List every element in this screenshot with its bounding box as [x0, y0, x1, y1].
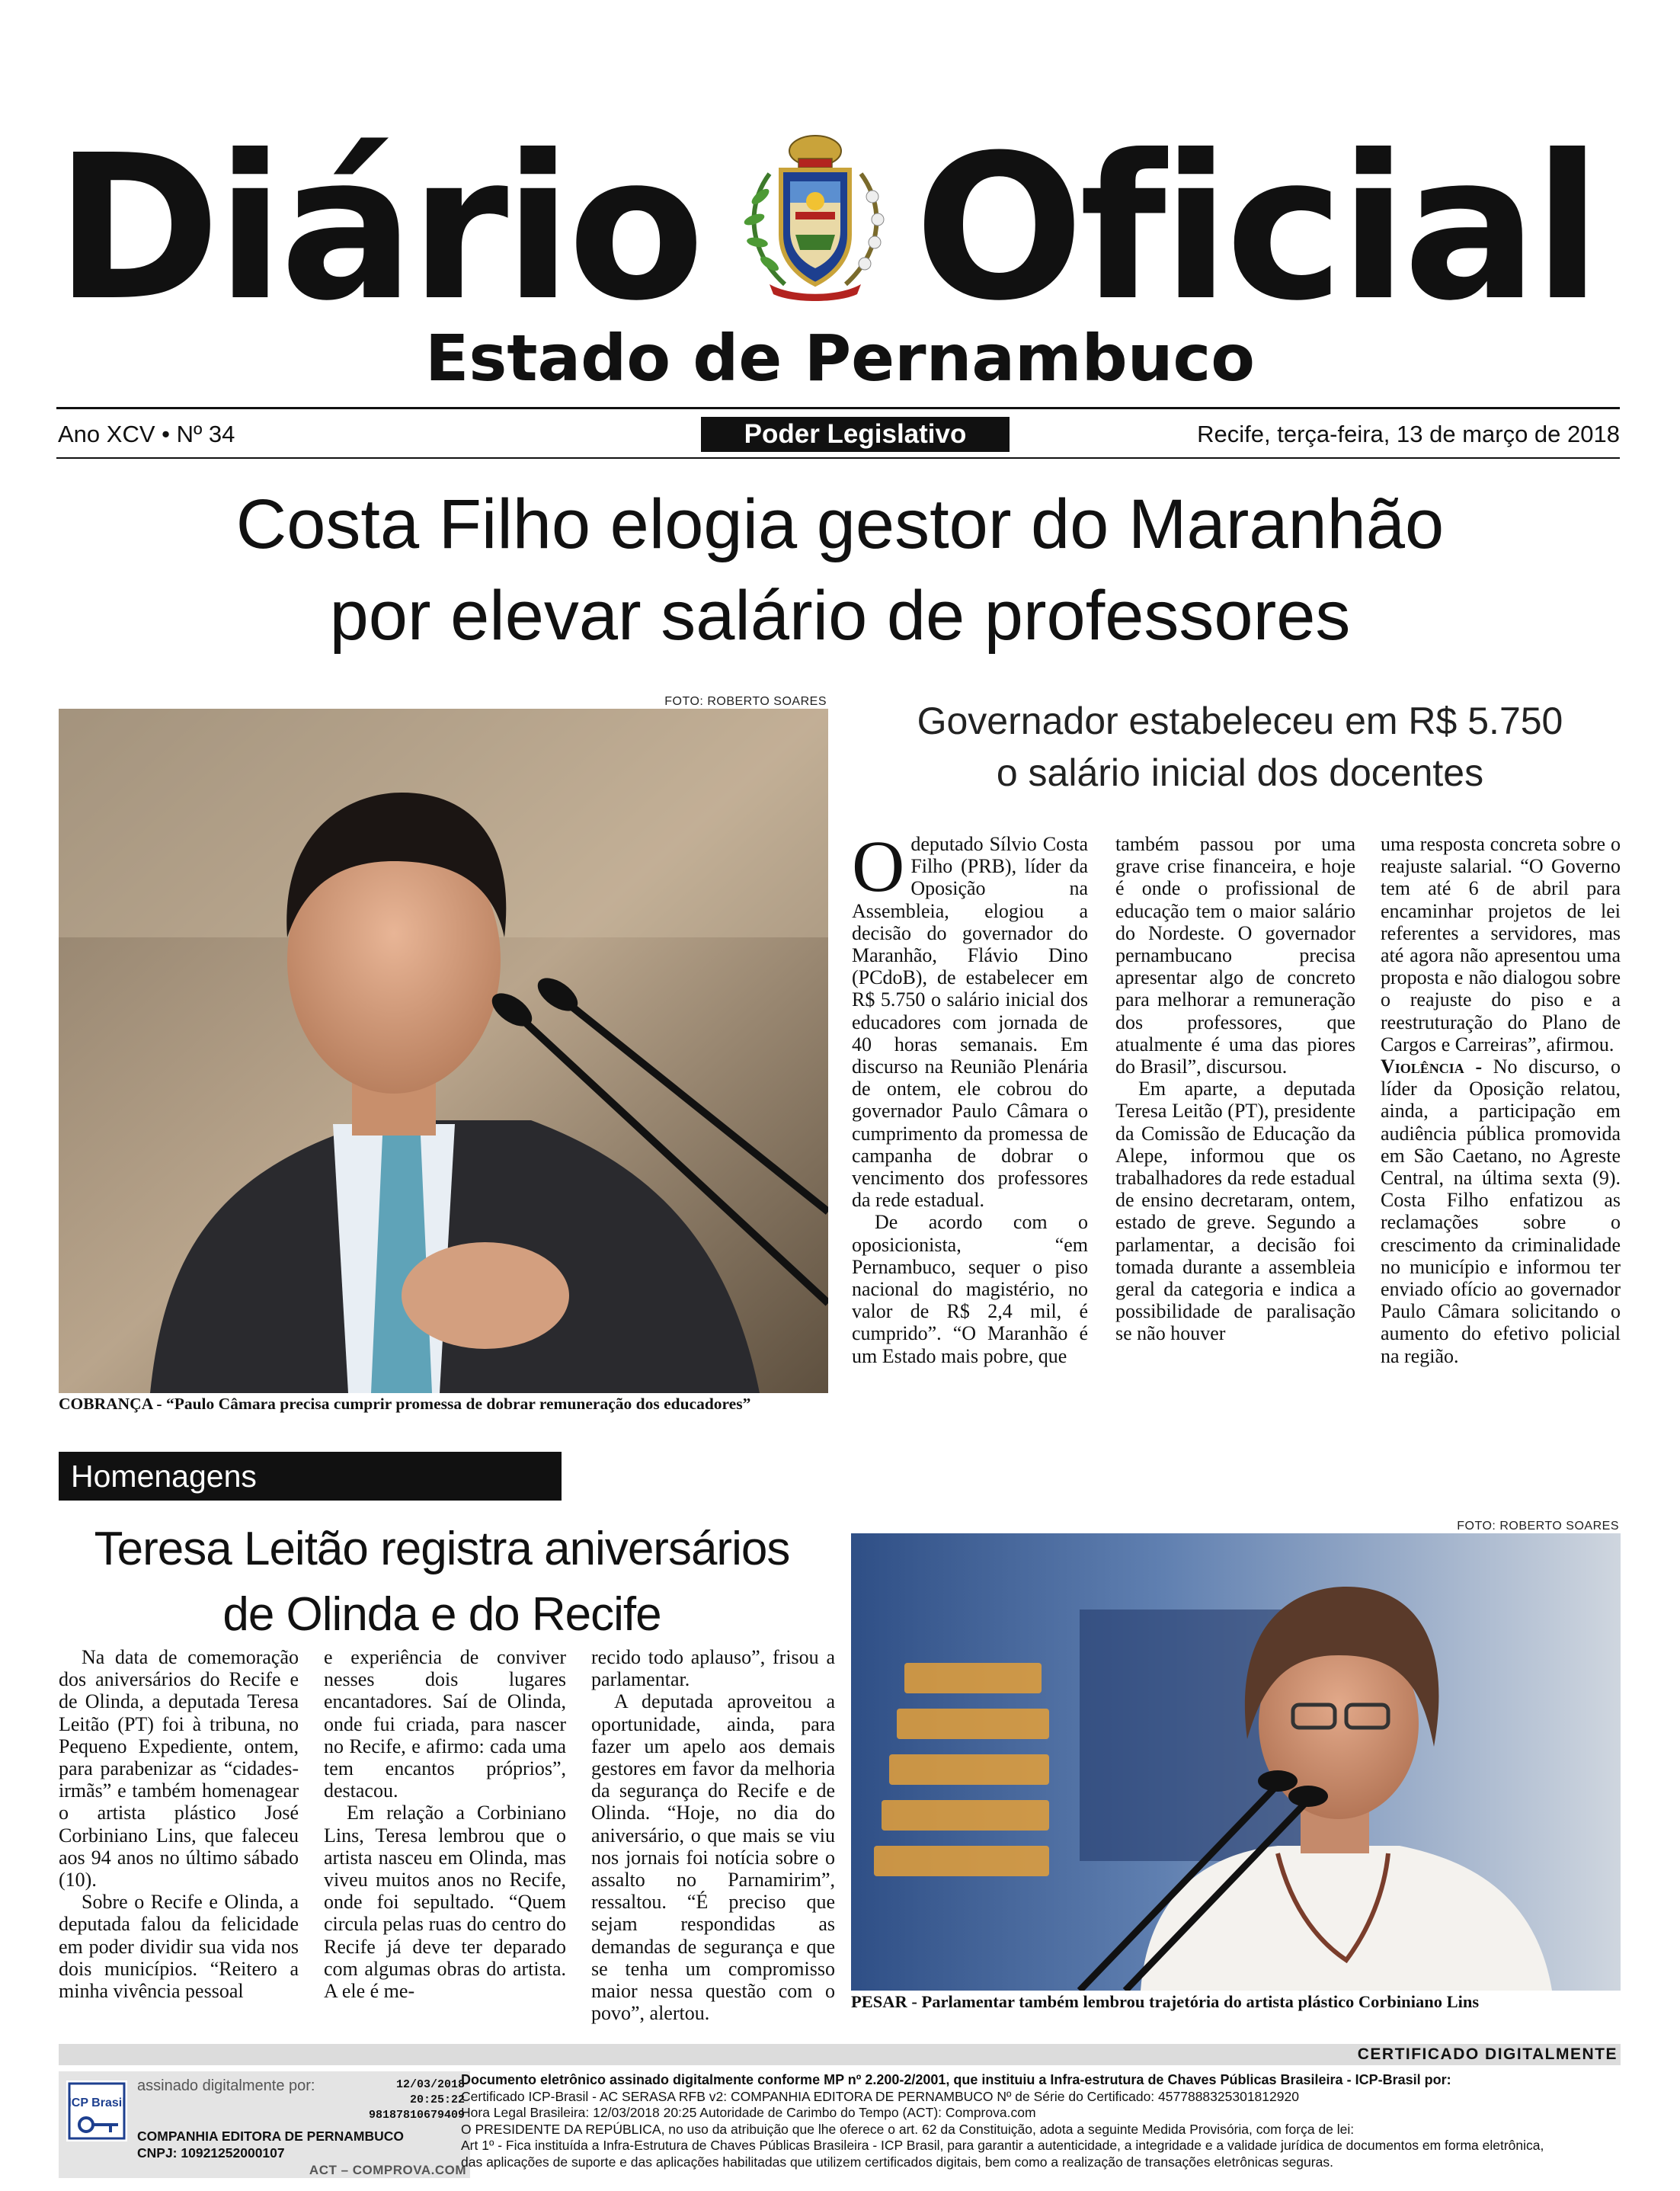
second-story-paragraph: A deputada aproveitou a oportunidade, ainda, para fazer um apelo aos demais gestores em favor da melhoria da segurança do Recife e de Olinda. “Hoje, no dia do aniversário, o que mais se viu nos jornais foi notícia sobre o assalto no Parnamirim”, ressaltou. “É preciso que sejam respondidas as demandas de segurança e que se tenha um compromisso maior nessa questão com o povo”, alertou. [591, 1690, 835, 2025]
certificate-label: CERTIFICADO DIGITALMENTE [1357, 2045, 1618, 2063]
masthead-title-right: Oficial [914, 112, 1598, 344]
second-story-column-1 [59, 1646, 299, 2002]
main-story-paragraph: também passou por uma grave crise financeira, e hoje é onde o profissional de educação tem o maior salário do Nordeste. O governador pernambucano precisa apresentar algo de concreto para melhorar a remuneração dos professores, que atualmente é uma das piores do Brasil”, discursou. [1115, 833, 1355, 1078]
masthead-title-left: Diário [55, 112, 701, 344]
photo-caption-second: PESAR - Parlamentar também lembrou trajetória do artista plástico Corbiniano Lins [851, 1992, 1480, 2011]
second-story-paragraph: Na data de comemoração dos aniversários do Recife e de Olinda, a deputada Teresa Leitão (PT) foi à tribuna, no Pequeno Expediente, ontem, para parabenizar as “cidades-irmãs” e também homenagear o artista plástico José Corbiniano Lins, que faleceu aos 94 anos no último sábado (10). [59, 1646, 299, 1891]
main-story-paragraph: uma resposta concreta sobre o reajuste salarial. “O Governo tem até 6 de abril para encaminhar projetos de lei referentes a servidores, mas até agora não apresentou uma proposta e não dialogou sobre o reajuste do piso e a reestruturação do Plano de Cargos e Carreiras”, afirmou. [1381, 833, 1621, 1055]
main-deck-line-2: o salário inicial dos docentes [996, 751, 1484, 794]
main-story-paragraph [1381, 1055, 1621, 1367]
certificate-line: Hora Legal Brasileira: 12/03/2018 20:25 Autoridade de Carimbo do Tempo (ACT): Comprova.com [461, 2105, 1036, 2120]
second-story-paragraph: Em relação a Corbiniano Lins, Teresa lembrou que o artista nasceu em Olinda, mas viveu muitos anos no Recife, onde foi sepultado. “Quem circula pelas ruas do centro do Recife já deve ter deparado com algumas obras do artista. A ele é me- [324, 1802, 566, 2003]
second-story-paragraph: e experiência de conviver nesses dois lugares encantadores. Saí de Olinda, onde fui criada, para nascer no Recife, e afirmo: cada uma tem encantos próprios”, destacou. [324, 1646, 566, 1802]
second-story-column-2 [324, 1646, 566, 2002]
masthead-subtitle: Estado de Pernambuco [424, 321, 1256, 396]
icp-brasil-logo-icon [66, 2080, 127, 2141]
coat-of-arms-icon [716, 128, 914, 303]
certificate-text [461, 2072, 1623, 2170]
stamp-act: ACT – COMPROVA.COM [309, 2163, 466, 2177]
main-story-paragraph: Em aparte, a deputada Teresa Leitão (PT), presidente da Comissão de Educação da Alepe, informou que os trabalhadores da rede estadual de ensino decretaram, ontem, estado de greve. Segundo a parlamentar, a decisão foi tomada durante a assembleia geral da categoria e indica a possibilidade de paralisação se não houver [1115, 1078, 1355, 1345]
paragraph-text: deputado Sílvio Costa Filho (PRB), líder da Oposição na Assembleia, elogiou a decisão do governador do Maranhão, Flávio Dino (PCdoB), de estabelecer em R$ 5.750 o salário inicial dos educadores com jornada de 40 horas semanais. Em discurso na Reunião Plenária de ontem, ele cobrou do governador Paulo Câmara o cumprimento da promessa de campanha de dobrar o vencimento dos professores da rede estadual. [852, 833, 1088, 1212]
stamp-date: 12/03/2018 [395, 2078, 465, 2091]
second-story-paragraph: Sobre o Recife e Olinda, a deputada falou da felicidade em poder dividir sua vida nos dois municípios. “Reitero a minha vivência pessoal [59, 1891, 299, 2003]
masthead-rule-bottom [56, 457, 1620, 459]
second-headline [46, 1517, 838, 1648]
subhead-lead: Violência - [1381, 1055, 1483, 1078]
stamp-serial: 98187810679409 [368, 2109, 465, 2122]
photo-credit: FOTO: ROBERTO SOARES [1457, 1520, 1619, 1533]
stamp-company: COMPANHIA EDITORA DE PERNAMBUCO [137, 2129, 405, 2144]
second-story-column-3 [591, 1646, 835, 2024]
photo-credit: FOTO: ROBERTO SOARES [664, 695, 827, 708]
main-story-column-3 [1381, 833, 1621, 1367]
photo-speaker-teresa-leitao [851, 1533, 1621, 1991]
main-story-paragraph [852, 825, 1088, 1212]
paragraph-text: No discurso, o líder da Oposição relatou, ainda, a participação em audiência pública promovida em São Caetano, no Agreste Central, na última sexta (9). Costa Filho enfatizou as reclamações sobre o crescimento da criminalidade no município e informou ter enviado ofício ao governador Paulo Câmara solicitando o aumento do efetivo policial na região. [1381, 1055, 1621, 1367]
stamp-label: assinado digitalmente por: [137, 2077, 315, 2094]
section-header-homenagens: Homenagens [59, 1452, 562, 1501]
stamp-company-block [137, 2128, 404, 2161]
main-story-column-2 [1115, 833, 1355, 1345]
edition-number: Ano XCV • Nº 34 [58, 421, 235, 447]
photo-speaker-costa-filho [59, 709, 828, 1393]
masthead-rule-top [56, 407, 1620, 409]
drop-cap: O [852, 825, 905, 907]
stamp-cnpj: CNPJ: 10921252000107 [137, 2145, 285, 2161]
issue-date: Recife, terça-feira, 13 de março de 2018 [1197, 421, 1620, 447]
main-deck [846, 695, 1634, 799]
second-headline-line-1: Teresa Leitão registra aniversários [94, 1523, 790, 1575]
certificate-line: Documento eletrônico assinado digitalmente conforme MP nº 2.200-2/2001, que instituiu a Infra-estrutura de Chaves Públicas Brasileira - ICP-Brasil por: [461, 2072, 1451, 2087]
photo-caption-main: COBRANÇA - “Paulo Câmara precisa cumprir promessa de dobrar remuneração dos educadores” [59, 1395, 751, 1413]
main-story-column-1 [852, 825, 1088, 1367]
main-deck-line-1: Governador estabeleceu em R$ 5.750 [917, 700, 1563, 742]
second-headline-line-2: de Olinda e do Recife [222, 1588, 661, 1641]
second-story-paragraph: recido todo aplauso”, frisou a parlamentar. [591, 1646, 835, 1691]
icp-brasil-text: ICP Brasil [68, 2097, 126, 2109]
certificate-line: Certificado ICP-Brasil - AC SERASA RFB v2: COMPANHIA EDITORA DE PERNAMBUCO Nº de Série do Certificado: 4577888325301812920 [461, 2088, 1299, 2104]
stamp-time: 20:25:22 [409, 2093, 465, 2106]
main-headline [30, 479, 1650, 661]
certificate-line: O PRESIDENTE DA REPÚBLICA, no uso da atribuição que lhe oferece o art. 62 da Constituição, adota a seguinte Medida Provisória, com força de lei: [461, 2121, 1355, 2137]
section-tag: Poder Legislativo [701, 417, 1010, 452]
certificate-line: das aplicações de suporte e das aplicações habilitadas que utilizem certificados digitais, bem como a realização de transações eletrônicas seguras. [461, 2154, 1333, 2170]
stamp-details [335, 2077, 465, 2123]
main-story-paragraph: De acordo com o oposicionista, “em Pernambuco, sequer o piso nacional do magistério, no valor de R$ 2,4 mil, é cumprido”. “O Maranhão é um Estado mais pobre, que [852, 1211, 1088, 1367]
main-headline-line-1: Costa Filho elogia gestor do Maranhão [235, 485, 1445, 563]
certificate-line: Art 1º - Fica instituída a Infra-Estrutura de Chaves Públicas Brasileira - ICP Brasil, para garantir a autenticidade, a integridade e a validade jurídica de documentos em forma eletrônica, [461, 2138, 1544, 2153]
main-headline-line-2: por elevar salário de professores [329, 577, 1351, 655]
